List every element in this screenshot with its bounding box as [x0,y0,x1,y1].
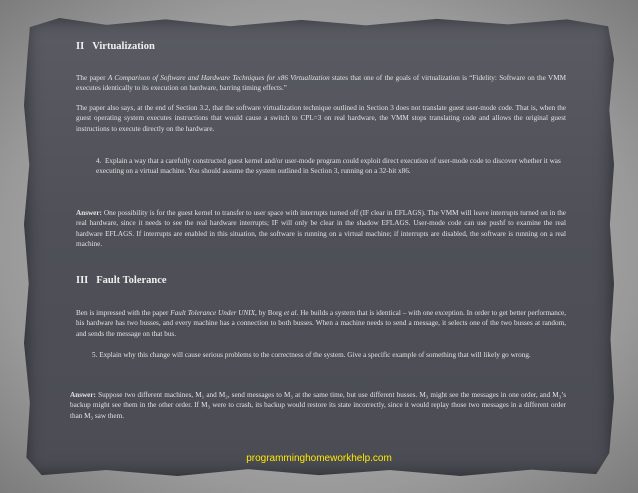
question-text: Explain a way that a carefully constructed guest kernel and/or user-mode program could exploit direct execution of user-mode code to discover whether it was executing on a virtual machine. You should assume the system outlined in Section 3, running on a 32-bit x86. [96,157,561,176]
section-title: Virtualization [92,41,155,52]
text-fragment: The paper [76,74,108,82]
question-number: 4. [96,157,102,165]
question-5: 5. Explain why this change will cause serious problems to the correctness of the system. Give a specific example of something that will likely go wrong. [92,351,531,359]
paper-title: A Comparison of Software and Hardware Techniques for x86 Virtualization [107,74,330,82]
section-number: III [76,275,89,286]
section-title: Fault Tolerance [96,275,167,286]
paragraph-section-3-2: The paper also says, at the end of Section 3.2, that the software virtualization technique outlined in Section 3 does not translate guest user-mode code. That is, when the guest operating system executes instructions that would cause a switch to CPL=3 on real hardware, the VMM stops translating code and allows the original guest instructions to execute directly on the hardware. [76,104,566,133]
text-fragment: states that one of the goals of virtualization is “Fidelity: Software on the VMM executes identically to its execution on hardware, barring timing effects.” [76,74,566,93]
answer-text: Suppose two different machines, M₁ and M₂, send messages to M₃ at the same time, but use different busses. M₃ might see the messages in one order, and M₃’s backup might see them in the other order. If M₃ were to crash, its backup would restore its state incorrectly, since it would replay those two messages in a different order than M₃ saw them. [70,391,566,420]
answer-text: One possibility is for the guest kernel to transfer to user space with interrupts turned off (IF clear in EFLAGS). The VMM will leave interrupts turned on in the real hardware, since it needs to see the real hardware interrupts; IF will only be clear in the shadow EFLAGS. User-mode code can use pushf to examine the real hardware EFLAGS. If interrupts are enabled in this situation, the software is running on a virtual machine; if interrupts are disabled, the software is running on a real machine. [76,209,566,249]
question-4 [96,156,564,177]
text-fragment: et al. [283,309,299,317]
answer-4 [76,208,566,250]
section-number: II [76,41,85,52]
paragraph-borg [76,308,566,339]
text-fragment: , by Borg [255,309,284,317]
text-fragment: He builds a system that is identical – with one exception. In order to get better performance, his hardware has two busses, and every machine has a connection to both busses. When a machine needs to send a message, it selects one of the two busses at random, and sends the message on that bus. [76,309,566,338]
answer-5 [70,390,566,421]
text-fragment: Ben is impressed with the paper [76,309,171,317]
answer-label: Answer: [70,391,96,399]
paragraph-fidelity [76,73,566,94]
answer-label: Answer: [76,209,102,217]
section-heading-fault-tolerance [76,276,167,286]
footer-website-link[interactable]: programminghomeworkhelp.com [246,453,392,464]
section-heading-virtualization [76,42,155,52]
paper-title: Fault Tolerance Under UNIX [170,309,256,317]
